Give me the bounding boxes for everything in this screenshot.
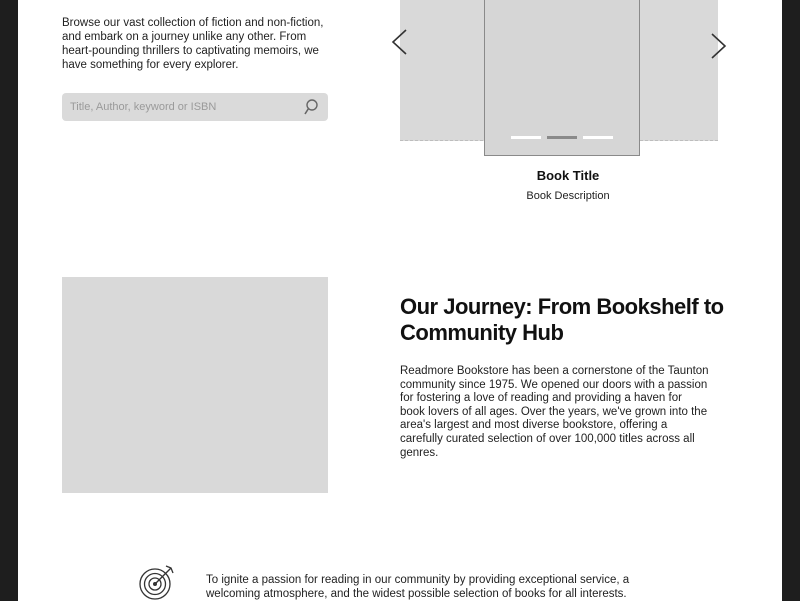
search-input[interactable]: [70, 93, 290, 121]
about-image: [62, 277, 328, 493]
mission-text: To ignite a passion for reading in our community by providing exceptional service, a welcoming atmosphere, and the widest possible selection of books for all interests.: [206, 574, 630, 600]
book-card[interactable]: [484, 0, 640, 156]
search-bar[interactable]: [62, 93, 328, 121]
carousel-dot[interactable]: [583, 136, 613, 139]
about-body: Readmore Bookstore has been a cornerstone of the Taunton community since 1975. We opened our doors with a passion for fostering a love of reading and providing a haven for book lovers of all ages. Over the years, we've grown into the area's largest and most diverse bookstore, offering a carefully curated selection of over 100,000 titles across all genres.: [400, 365, 709, 459]
intro-text: Browse our vast collection of fiction and non-fiction, and embark on a journey unlike any other. From heart-pounding thrillers to captivating memoirs, we have something for every explorer.: [62, 17, 324, 71]
book-title: Book Title: [536, 168, 600, 183]
about-title: Our Journey: From Bookshelf to Community Hub: [400, 294, 724, 345]
carousel-dot-active[interactable]: [547, 136, 577, 139]
book-description: Book Description: [526, 190, 610, 202]
page: [18, 0, 782, 601]
search-icon[interactable]: [303, 98, 319, 116]
carousel-dot[interactable]: [511, 136, 541, 139]
target-icon: [138, 563, 176, 601]
chevron-left-icon[interactable]: [388, 27, 410, 57]
carousel-indicators: [511, 136, 615, 140]
chevron-right-icon[interactable]: [708, 31, 730, 61]
